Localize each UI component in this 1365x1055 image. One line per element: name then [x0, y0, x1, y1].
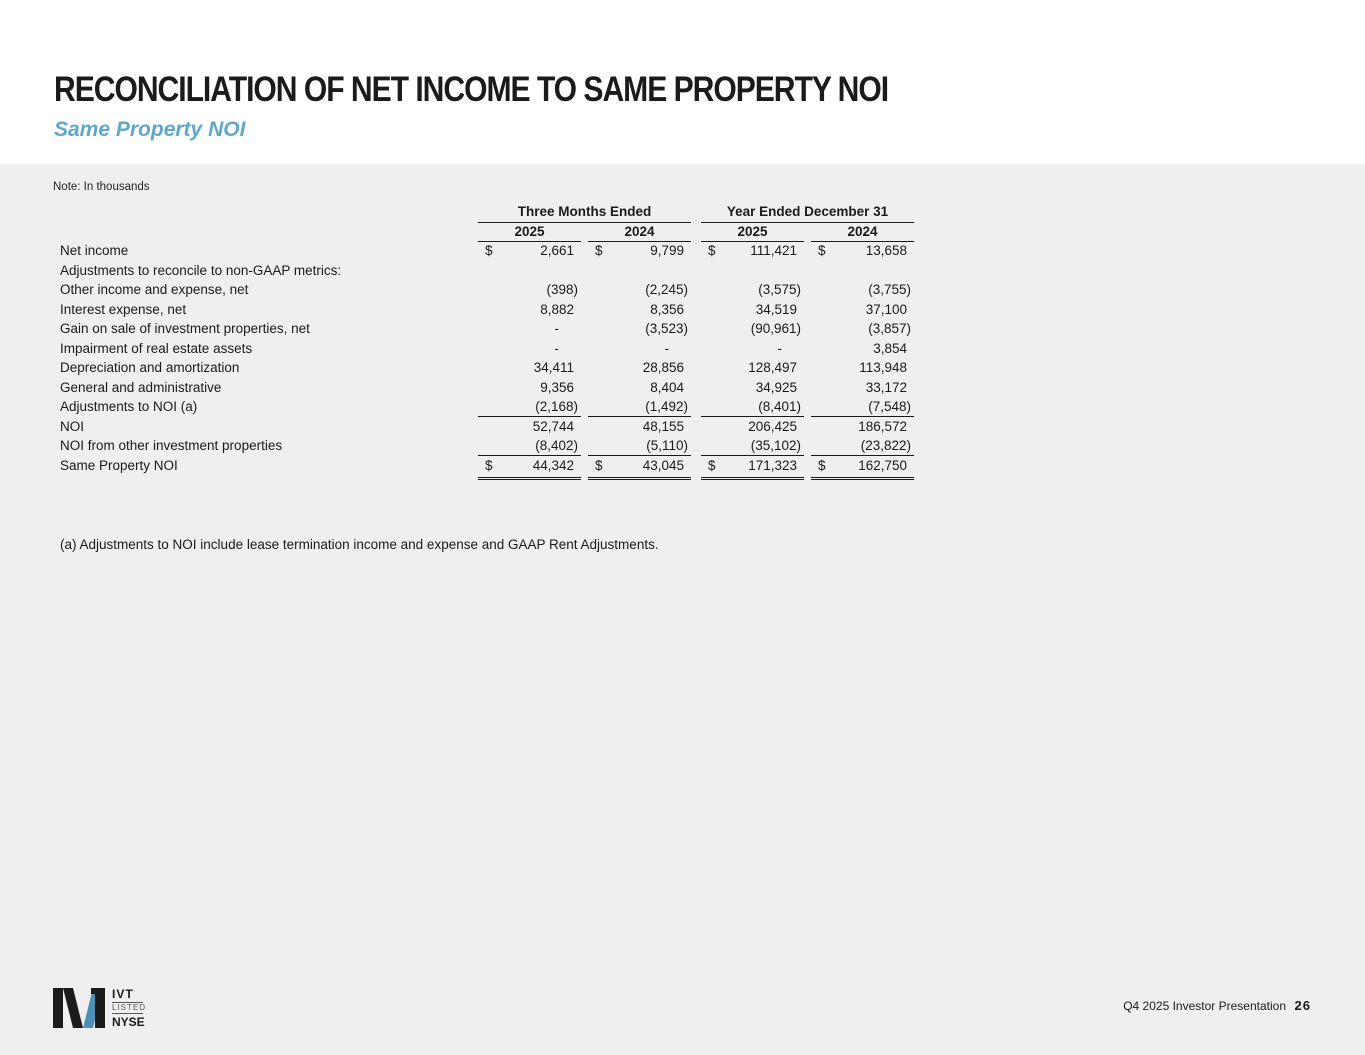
row-label: Net income	[60, 243, 129, 258]
logo-exchange-text: NYSE	[112, 1015, 145, 1029]
page-title: RECONCILIATION OF NET INCOME TO SAME PROPERTY NOI	[54, 70, 889, 109]
cell-value: (3,575)	[758, 282, 801, 297]
row-label: Depreciation and amortization	[60, 360, 240, 375]
table-cell	[478, 456, 581, 480]
table-cell	[811, 280, 914, 299]
table-cell	[811, 300, 914, 319]
currency-symbol: $	[818, 243, 826, 258]
table-cell	[811, 358, 914, 377]
table-cell	[588, 241, 691, 260]
page-header	[0, 0, 1365, 164]
table-cell	[478, 300, 581, 319]
table-cell	[701, 319, 804, 338]
cell-value: 34,925	[755, 379, 797, 395]
row-label: Other income and expense, net	[60, 282, 249, 297]
table-cell	[701, 280, 804, 299]
row-label: Adjustments to reconcile to non-GAAP metrics:	[60, 262, 342, 278]
table-cell	[811, 456, 914, 480]
row-label: Adjustments to NOI (a)	[60, 399, 198, 414]
table-cell	[701, 241, 804, 260]
cell-value: (3,523)	[645, 321, 688, 336]
cell-value: 48,155	[642, 418, 684, 434]
cell-value: 162,750	[858, 457, 907, 473]
table-cell	[811, 378, 914, 397]
table-row	[0, 261, 1000, 280]
table-row	[0, 339, 1000, 358]
table-cell	[588, 300, 691, 319]
table-cell	[588, 417, 691, 436]
column-group-three-months: Three Months Ended	[478, 204, 691, 223]
page-subtitle: Same Property NOI	[54, 118, 246, 141]
cell-value: (8,401)	[758, 399, 801, 414]
table-cell	[588, 358, 691, 377]
cell-value: -	[664, 340, 669, 356]
cell-value: (3,755)	[868, 282, 911, 297]
cell-value: 43,045	[642, 457, 684, 473]
table-row	[0, 319, 1000, 338]
cell-value: (3,857)	[868, 321, 911, 336]
table-row	[0, 436, 1000, 455]
table-row	[0, 378, 1000, 397]
row-label: NOI	[60, 418, 85, 434]
table-row	[0, 417, 1000, 436]
cell-value: (35,102)	[750, 438, 801, 453]
table-cell	[588, 436, 691, 456]
cell-value: (7,548)	[868, 399, 911, 414]
table-cell	[701, 378, 804, 397]
cell-value: (90,961)	[750, 321, 801, 336]
table-cell	[588, 397, 691, 417]
cell-value: 33,172	[865, 379, 907, 395]
currency-symbol: $	[485, 243, 493, 258]
cell-value: (23,822)	[860, 438, 911, 453]
cell-value: 44,342	[532, 457, 574, 473]
table-cell	[811, 397, 914, 417]
cell-value: (2,168)	[535, 399, 578, 414]
table-cell	[811, 436, 914, 456]
currency-symbol: $	[708, 243, 716, 258]
table-cell	[588, 339, 691, 358]
table-row	[0, 397, 1000, 416]
cell-value: -	[554, 321, 559, 336]
table-cell	[701, 300, 804, 319]
currency-symbol: $	[595, 243, 603, 258]
cell-value: 8,356	[650, 301, 684, 317]
table-row	[0, 280, 1000, 299]
table-cell	[588, 378, 691, 397]
table-cell	[701, 397, 804, 417]
cell-value: 113,948	[859, 360, 907, 375]
table-cell	[588, 261, 691, 280]
table-cell	[478, 436, 581, 456]
table-row	[0, 456, 1000, 475]
cell-value: 34,519	[755, 301, 797, 317]
row-label: NOI from other investment properties	[60, 438, 283, 453]
column-header-year: 2024	[811, 224, 914, 242]
table-cell	[701, 339, 804, 358]
row-label: Impairment of real estate assets	[60, 340, 253, 356]
cell-value: 2,661	[540, 243, 574, 258]
logo-ivt-text: IVT	[112, 987, 134, 1001]
cell-value: 8,404	[650, 379, 684, 395]
table-cell	[811, 339, 914, 358]
table-cell	[811, 417, 914, 436]
table-cell	[478, 378, 581, 397]
table-cell	[701, 417, 804, 436]
column-header-year: 2025	[478, 224, 581, 242]
table-cell	[811, 319, 914, 338]
cell-value: 186,572	[858, 418, 907, 434]
table-cell	[478, 261, 581, 280]
cell-value: 9,799	[650, 243, 684, 258]
cell-value: (1,492)	[645, 399, 688, 414]
cell-value: 111,421	[750, 243, 797, 258]
table-cell	[588, 319, 691, 338]
cell-value: 37,100	[865, 301, 907, 317]
cell-value: -	[554, 340, 559, 356]
footnote: (a) Adjustments to NOI include lease termination income and expense and GAAP Rent Adjustments.	[60, 537, 659, 552]
logo-listed-text: LISTED	[112, 1003, 147, 1012]
column-header-year: 2025	[701, 224, 804, 242]
presentation-name: Q4 2025 Investor Presentation	[1123, 999, 1286, 1013]
currency-symbol: $	[708, 457, 716, 473]
cell-value: 28,856	[642, 360, 684, 375]
row-label: Same Property NOI	[60, 457, 178, 473]
table-cell	[701, 436, 804, 456]
cell-value: (2,245)	[645, 282, 688, 297]
cell-value: 34,411	[533, 360, 574, 375]
logo-divider	[112, 1013, 143, 1014]
table-cell	[478, 417, 581, 436]
cell-value: 3,854	[873, 340, 907, 356]
table-row	[0, 300, 1000, 319]
cell-value: (8,402)	[535, 438, 578, 453]
table-cell	[478, 241, 581, 260]
table-cell	[588, 280, 691, 299]
currency-symbol: $	[595, 457, 603, 473]
cell-value: 206,425	[748, 418, 797, 434]
table-cell	[478, 280, 581, 299]
column-group-year-ended: Year Ended December 31	[701, 204, 914, 223]
table-cell	[478, 339, 581, 358]
table-cell	[478, 358, 581, 377]
cell-value: 128,497	[748, 360, 797, 375]
column-header-year: 2024	[588, 224, 691, 242]
cell-value: 52,744	[532, 418, 574, 434]
row-label: Interest expense, net	[60, 301, 187, 317]
page-number: 26	[1294, 998, 1311, 1013]
cell-value: 9,356	[540, 379, 574, 395]
cell-value: -	[777, 340, 782, 356]
cell-value: (398)	[546, 282, 578, 297]
table-cell	[811, 241, 914, 260]
table-cell	[811, 261, 914, 280]
table-cell	[478, 397, 581, 417]
currency-symbol: $	[818, 457, 826, 473]
cell-value: 13,658	[865, 243, 907, 258]
table-row	[0, 241, 1000, 260]
table-cell	[478, 319, 581, 338]
units-note: Note: In thousands	[53, 181, 150, 193]
table-cell	[701, 261, 804, 280]
table-cell	[588, 456, 691, 480]
cell-value: 171,323	[748, 457, 797, 473]
row-label: General and administrative	[60, 379, 222, 395]
row-label: Gain on sale of investment properties, net	[60, 321, 310, 336]
table-cell	[701, 456, 804, 480]
currency-symbol: $	[485, 457, 493, 473]
table-cell	[701, 358, 804, 377]
cell-value: 8,882	[540, 301, 574, 317]
table-row	[0, 358, 1000, 377]
cell-value: (5,110)	[646, 438, 688, 453]
